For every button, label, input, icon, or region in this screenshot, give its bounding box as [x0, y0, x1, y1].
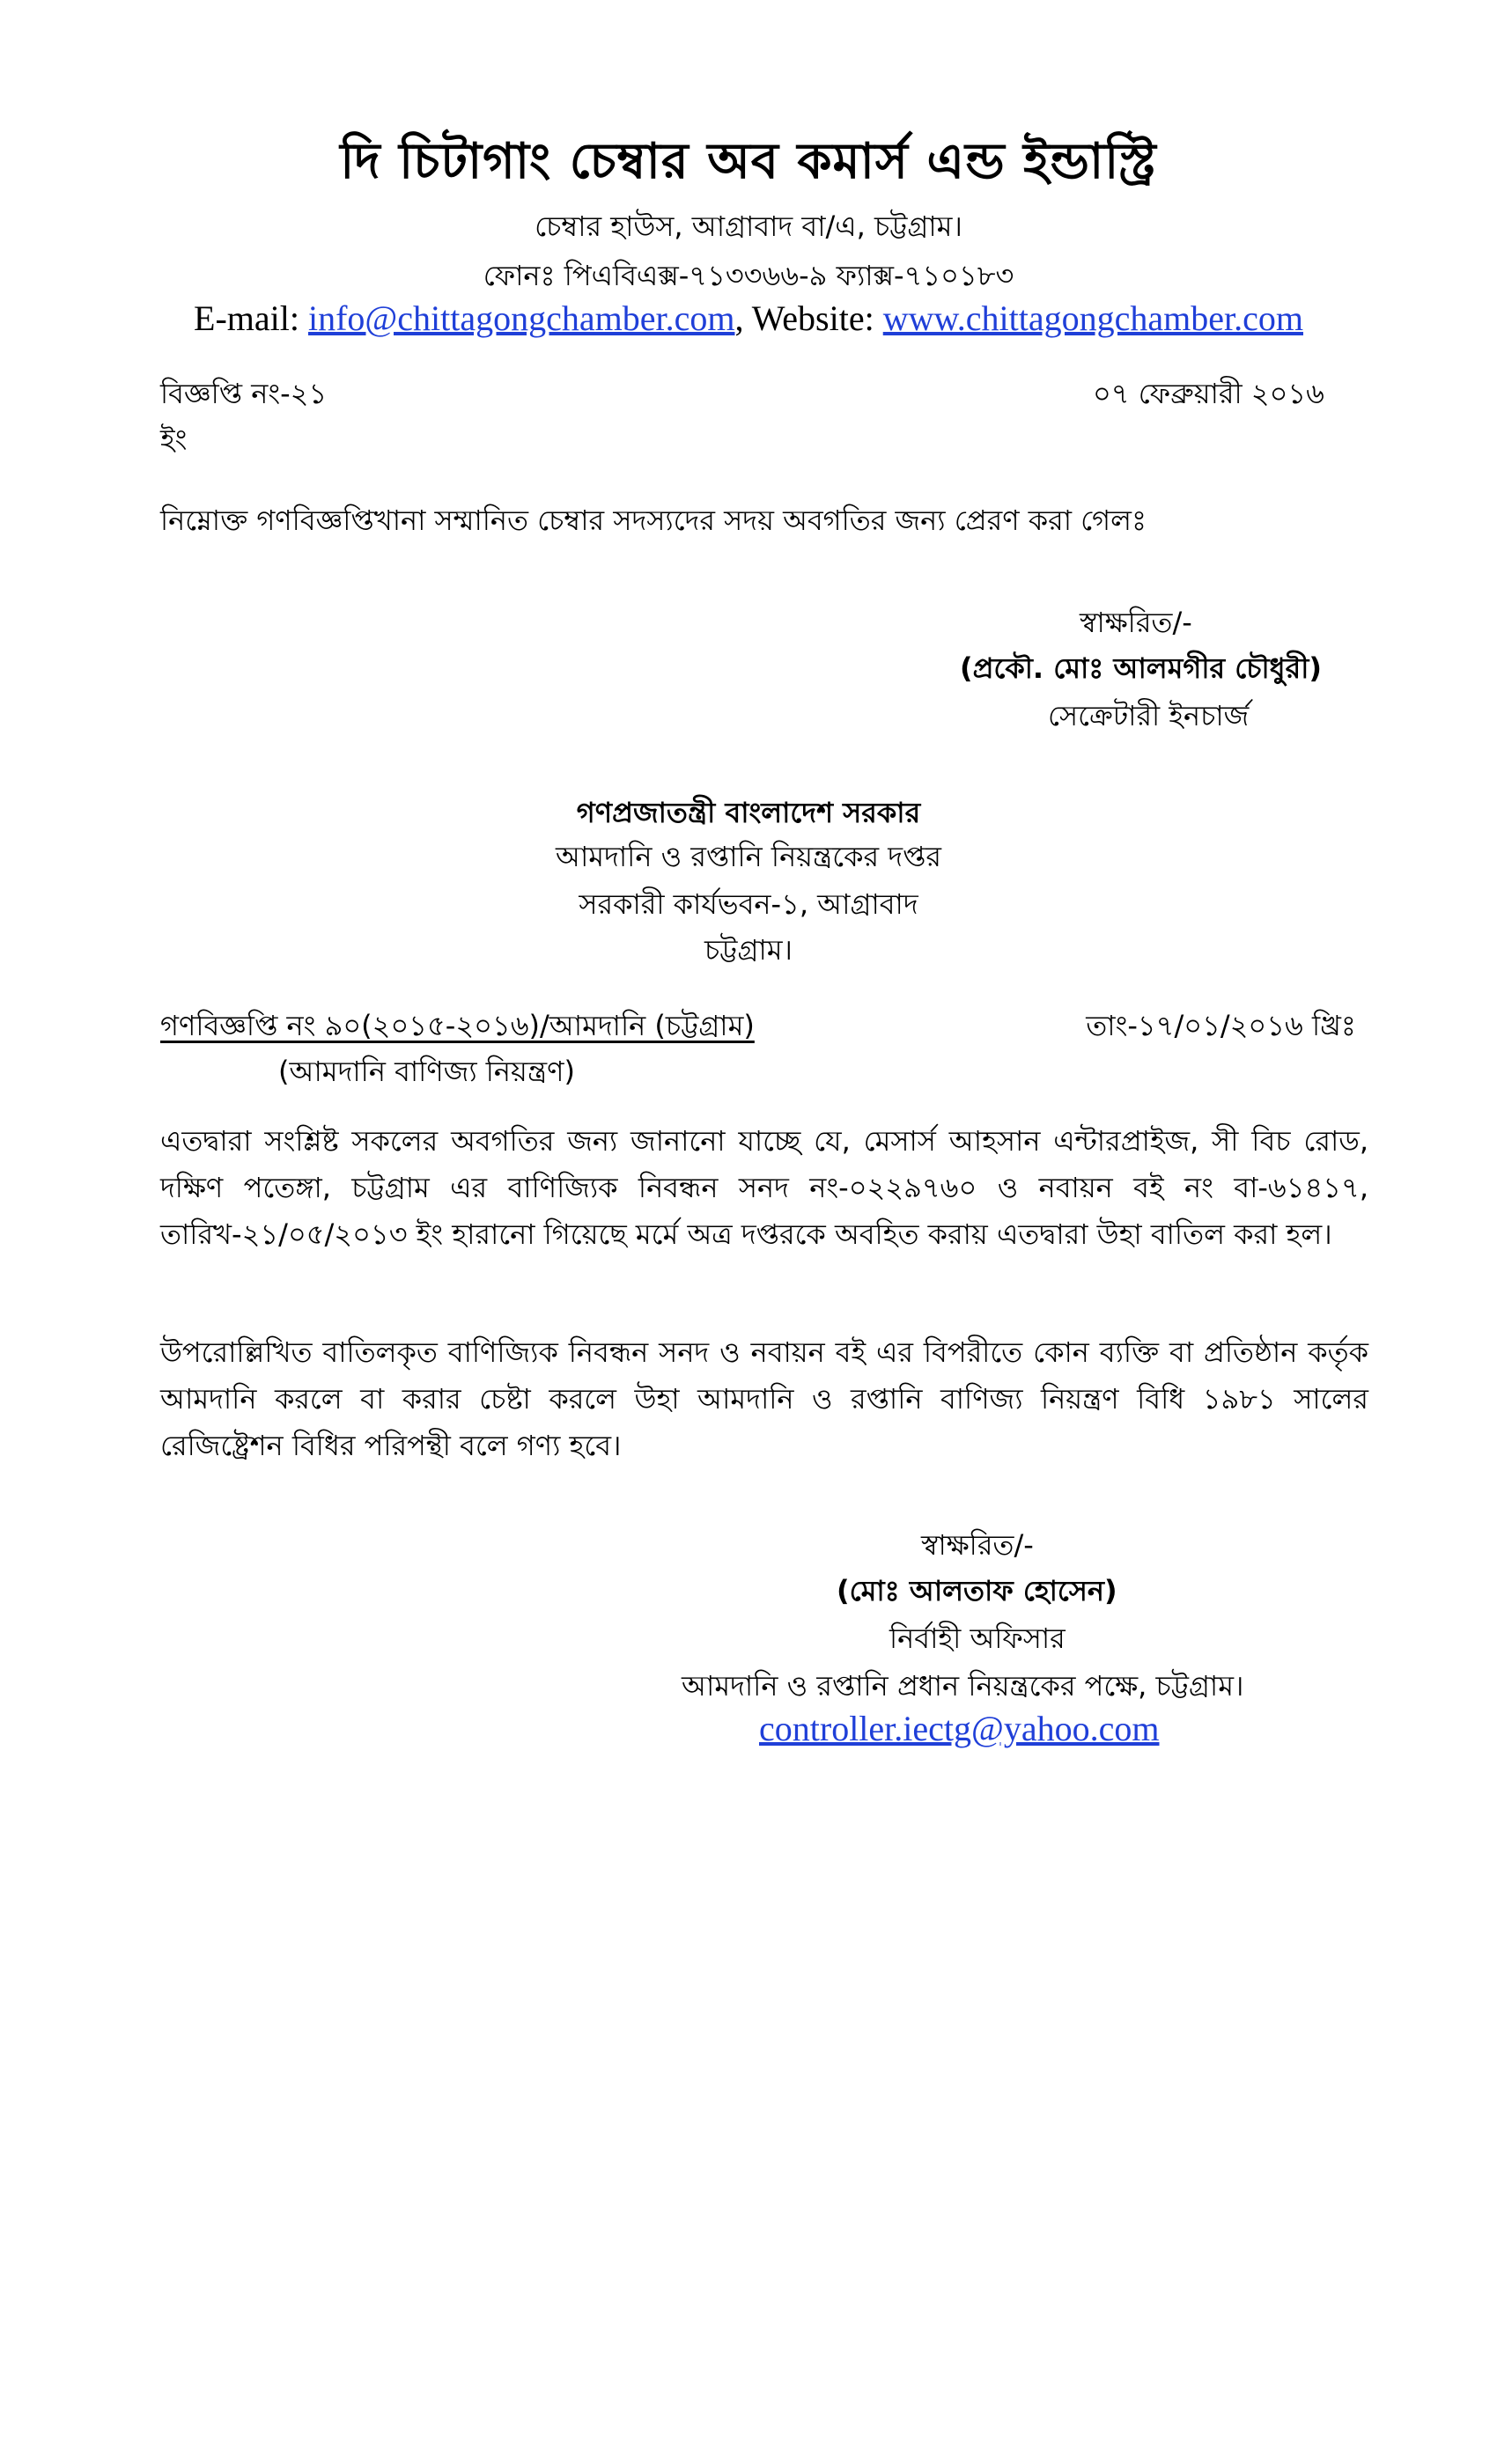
- officer-office: আমদানি ও রপ্তানি প্রধান নিয়ন্ত্রকের পক্ষে, চট্টগ্রাম।: [682, 1669, 1244, 1703]
- email-label: E-mail:: [194, 298, 308, 338]
- government-office: আমদানি ও রপ্তানি নিয়ন্ত্রকের দপ্তর: [555, 840, 941, 873]
- notice-paragraph-1: এতদ্বারা সংশ্লিষ্ট সকলের অবগতির জন্য জানানো যাচ্ছে যে, মেসার্স আহসান এন্টারপ্রাইজ, সী বিচ রোড, দক্ষিণ পতেঙ্গা, চট্টগ্রাম এর বাণিজ্যিক নিবন্ধন সনদ নং-০২২৯৭৬০ ও নবায়ন বই নং বা-৬১৪১৭, তারিখ-২১/০৫/২০১৩ ইং হারানো গিয়েছে মর্মে অত্র দপ্তরকে অবহিত করায় এতদ্বারা উহা বাতিল করা হল।: [160, 1124, 1368, 1251]
- notice-number: বিজ্ঞপ্তি নং-২১: [160, 377, 328, 410]
- officer-email-link[interactable]: controller.iectg@yahoo.com: [759, 1709, 1160, 1748]
- chamber-signed-label: স্বাক্ষরিত/-: [1080, 606, 1192, 639]
- officer-signed-label: স্বাক্ষরিত/-: [921, 1528, 1034, 1562]
- officer-designation: নির্বাহী অফিসার: [889, 1622, 1066, 1655]
- organization-title: দি চিটাগাং চেম্বার অব কমার্স এন্ড ইন্ডাস্ট্রি: [340, 133, 1157, 190]
- website-label: , Website:: [734, 298, 883, 338]
- organization-contact-line: [0, 298, 1497, 339]
- notice-paragraph-2: উপরোল্লিখিত বাতিলকৃত বাণিজ্যিক নিবন্ধন সনদ ও নবায়ন বই এর বিপরীতে কোন ব্যক্তি বা প্রতিষ্ঠান কর্তৃক আমদানি করলে বা করার চেষ্টা করলে উহা আমদানি ও রপ্তানি বাণিজ্য নিয়ন্ত্রণ বিধি ১৯৮১ সালের রেজিষ্ট্রেশন বিধির পরিপন্থী বলে গণ্য হবে।: [160, 1335, 1368, 1462]
- public-notice-date: তাং-১৭/০১/২০১৬ খ্রিঃ: [1086, 1009, 1356, 1042]
- notice-english-abbr: ইং: [160, 423, 188, 456]
- chamber-signatory-name: (প্রকৌ. মোঃ আলমগীর চৌধুরী): [960, 651, 1322, 685]
- chamber-signatory-designation: সেক্রেটারী ইনচার্জ: [1048, 699, 1250, 732]
- public-notice-subject: (আমদানি বাণিজ্য নিয়ন্ত্রণ): [278, 1055, 575, 1088]
- government-title: গণপ্রজাতন্ত্রী বাংলাদেশ সরকার: [576, 796, 921, 829]
- officer-name: (মোঃ আলতাফ হোসেন): [837, 1574, 1117, 1607]
- notice-date: ০৭ ফেব্রুয়ারী ২০১৬: [1093, 377, 1324, 410]
- government-city: চট্টগ্রাম।: [704, 933, 793, 967]
- chamber-email-link[interactable]: info@chittagongchamber.com: [307, 298, 735, 338]
- organization-address: চেম্বার হাউস, আগ্রাবাদ বা/এ, চট্টগ্রাম।: [535, 210, 962, 243]
- notice-intro: নিম্নোক্ত গণবিজ্ঞপ্তিখানা সম্মানিত চেম্বার সদস্যদের সদয় অবগতির জন্য প্রেরণ করা গেলঃ: [160, 504, 1147, 537]
- chamber-website-link[interactable]: www.chittagongchamber.com: [882, 298, 1303, 338]
- organization-phone-fax: ফোনঃ পিএবিএক্স-৭১৩৩৬৬-৯ ফ্যাক্স-৭১০১৮৩: [483, 259, 1014, 292]
- government-building: সরকারী কার্যভবন-১, আগ্রাবাদ: [579, 887, 918, 921]
- public-notice-number: গণবিজ্ঞপ্তি নং ৯০(২০১৫-২০১৬)/আমদানি (চট্টগ্রাম): [160, 1009, 755, 1042]
